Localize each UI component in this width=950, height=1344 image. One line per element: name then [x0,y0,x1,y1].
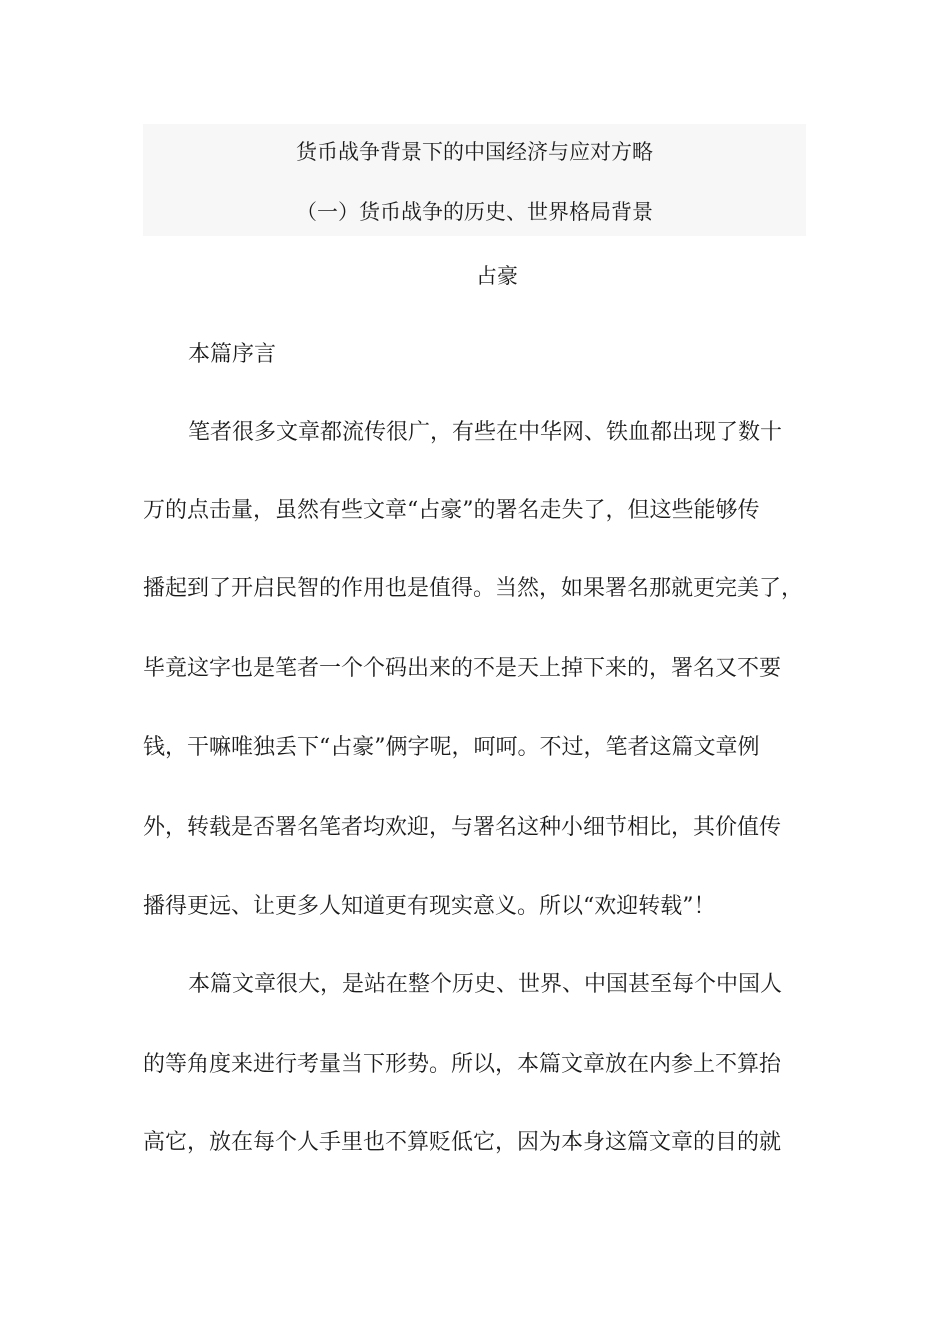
author-name: 占豪 [476,264,518,288]
paragraph-line: 本篇文章很大，是站在整个历史、世界、中国甚至每个中国人 [188,972,783,997]
section-heading: 本篇序言 [188,342,277,367]
paragraph-line: 万的点击量，虽然有些文章“占豪”的署名走失了，但这些能够传 [143,498,760,523]
paragraph-line: 外，转载是否署名笔者均欢迎，与署名这种小细节相比，其价值传 [143,815,782,840]
paragraph-line: 高它，放在每个人手里也不算贬低它，因为本身这篇文章的目的就 [143,1130,782,1155]
document-title: 货币战争背景下的中国经济与应对方略 [296,140,653,164]
paragraph-line: 播起到了开启民智的作用也是值得。当然，如果署名那就更完美了， [143,576,804,601]
document-subtitle: （一）货币战争的历史、世界格局背景 [296,200,653,224]
title-block [143,124,806,236]
paragraph-line: 钱，干嘛唯独丢下“占豪”俩字呢，呵呵。不过，笔者这篇文章例 [143,735,760,760]
paragraph-line: 播得更远、让更多人知道更有现实意义。所以“欢迎转载”！ [143,894,716,919]
paragraph-line: 笔者很多文章都流传很广，有些在中华网、铁血都出现了数十 [188,420,783,445]
paragraph-line: 毕竟这字也是笔者一个个码出来的不是天上掉下来的，署名又不要 [143,656,782,681]
paragraph-line: 的等角度来进行考量当下形势。所以，本篇文章放在内参上不算抬 [143,1052,782,1077]
